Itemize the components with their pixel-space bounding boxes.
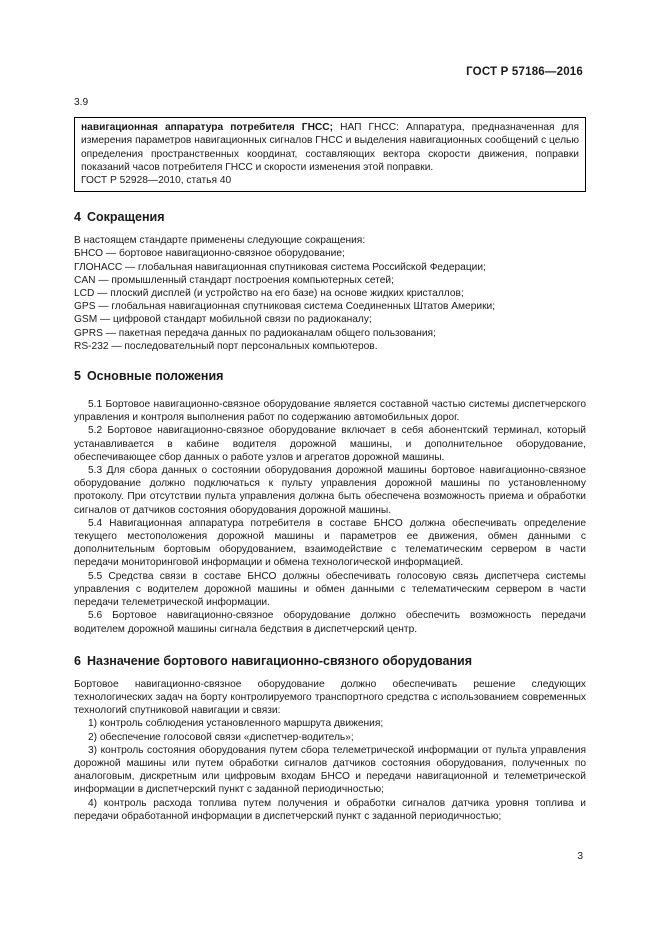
section-4-number: 4: [74, 210, 81, 225]
paragraph: 5.5 Средства связи в составе БНСО должны обеспечивать голосовую связь диспетчера системы управления с водителем дорожной машины и обмен данными с телематическим сервером в части передачи телеметрической информации.: [74, 570, 586, 609]
task-item: 4) контроль расхода топлива путем получения и обработки сигналов датчика уровня топлива и передачи обработанной информации в диспетчерский пункт с заданной периодичностью;: [74, 797, 586, 822]
term-name: навигационная аппаратура потребителя ГНСС;: [81, 122, 334, 134]
section-5-heading: [74, 369, 586, 384]
term-definition-box: [74, 117, 586, 192]
section-5-body: [74, 398, 586, 636]
page-content: [74, 96, 586, 823]
section-4-heading: [74, 210, 586, 225]
section-5-title: Основные положения: [86, 369, 224, 384]
term-definition: [81, 121, 579, 174]
abbreviations-list: [74, 234, 586, 353]
abbreviation-item: ГЛОНАСС — глобальная навигационная спутниковая система Российской Федерации;: [74, 261, 486, 273]
abbreviation-item: RS-232 — последовательный порт персональных компьютеров.: [74, 340, 378, 352]
abbreviation-item: GPRS — пакетная передача данных по радиоканалам общего пользования;: [74, 327, 436, 339]
paragraph: 5.3 Для сбора данных о состоянии оборудования дорожной машины бортовое навигационно-связное оборудование должно подключаться к пульту управления дорожной машины по установленному протоколу. При отсутствии пульта управления должна быть обеспечена возможность приема и обработки сигналов от датчиков состояния оборудования дорожной машины.: [74, 465, 586, 516]
task-item: 3) контроль состояния оборудования путем сбора телеметрической информации от пульта управления дорожной машины или путем обработки сигналов датчиков состояния оборудования, полученных по аналоговым, дискретным или цифровым входам БНСО и передачи навигационной и телеметрической информации в диспетчерский пункт с заданной периодичностью;: [74, 744, 586, 796]
abbreviation-item: LCD — плоский дисплей (и устройство на его базе) на основе жидких кристаллов;: [74, 288, 464, 300]
document-code: ГОСТ Р 57186—2016: [466, 66, 583, 78]
page-number: 3: [577, 851, 583, 862]
paragraph: 5.4 Навигационная аппаратура потребителя в составе БНСО должна обеспечивать определение текущего местоположения дорожной машины и параметров ее движения, обмен данными с дополнительным бортовым оборудованием, взаимодействие с телематическим сервером в части передачи мониторинговой информации и обмена технологической информацией.: [74, 517, 586, 569]
section-5-number: 5: [74, 369, 81, 384]
section-4-title: Сокращения: [86, 210, 165, 225]
task-item: 2) обеспечение голосовой связи «диспетчер-водитель»;: [88, 731, 354, 743]
term-number: 3.9: [74, 97, 89, 108]
abbreviation-item: CAN — промышленный стандарт построения компьютерных сетей;: [74, 274, 394, 286]
abbreviations-intro: В настоящем стандарте применены следующие сокращения:: [74, 235, 366, 247]
abbreviation-item: GPS — глобальная навигационная спутниковая система Соединенных Штатов Америки;: [74, 301, 496, 313]
paragraph: 5.1 Бортовое навигационно-связное оборудование является составной частью системы диспетчерского управления и контроля выполнения работ по содержанию автомобильных дорог.: [74, 399, 586, 424]
section-6-intro: Бортовое навигационно-связное оборудование должно обеспечивать решение следующих технологических задач на борту контролируемого транспортного средства с использованием современных технологий спутниковой навигации и связи:: [74, 678, 586, 717]
abbreviation-item: GSM — цифровой стандарт мобильной связи по радиоканалу;: [74, 314, 372, 326]
paragraph: 5.6 Бортовое навигационно-связное оборудование должно обеспечить возможность передачи водителем дорожной машины сигнала бедствия в диспетчерский центр.: [74, 610, 586, 635]
term-source: ГОСТ Р 52928—2010, статья 40: [81, 175, 232, 187]
section-6-title: Назначение бортового навигационно-связного оборудования: [86, 653, 472, 668]
section-6-heading: [74, 654, 586, 669]
paragraph: 5.2 Бортовое навигационно-связное оборудование включает в себя абонентский терминал, который устанавливается в кабине водителя дорожной машины, и дополнительное оборудование, обеспечивающее сбор данных о работе узлов и агрегатов дорожной машины.: [74, 425, 586, 463]
section-6-body: [74, 678, 586, 823]
section-6-number: 6: [74, 653, 81, 668]
term-text: НАП ГНСС: Аппаратура, предназначенная для измерения параметров навигационных сигналов ГНСС и выделения навигационных сообщений с целью определения пространственных координат, составляющих вектора скорости движения, поправки показаний часов потребителя ГНСС и скорости изменения этой поправки.: [81, 122, 579, 173]
abbreviation-item: БНСО — бортовое навигационно-связное оборудование;: [74, 248, 345, 260]
task-item: 1) контроль соблюдения установленного маршрута движения;: [88, 718, 384, 730]
